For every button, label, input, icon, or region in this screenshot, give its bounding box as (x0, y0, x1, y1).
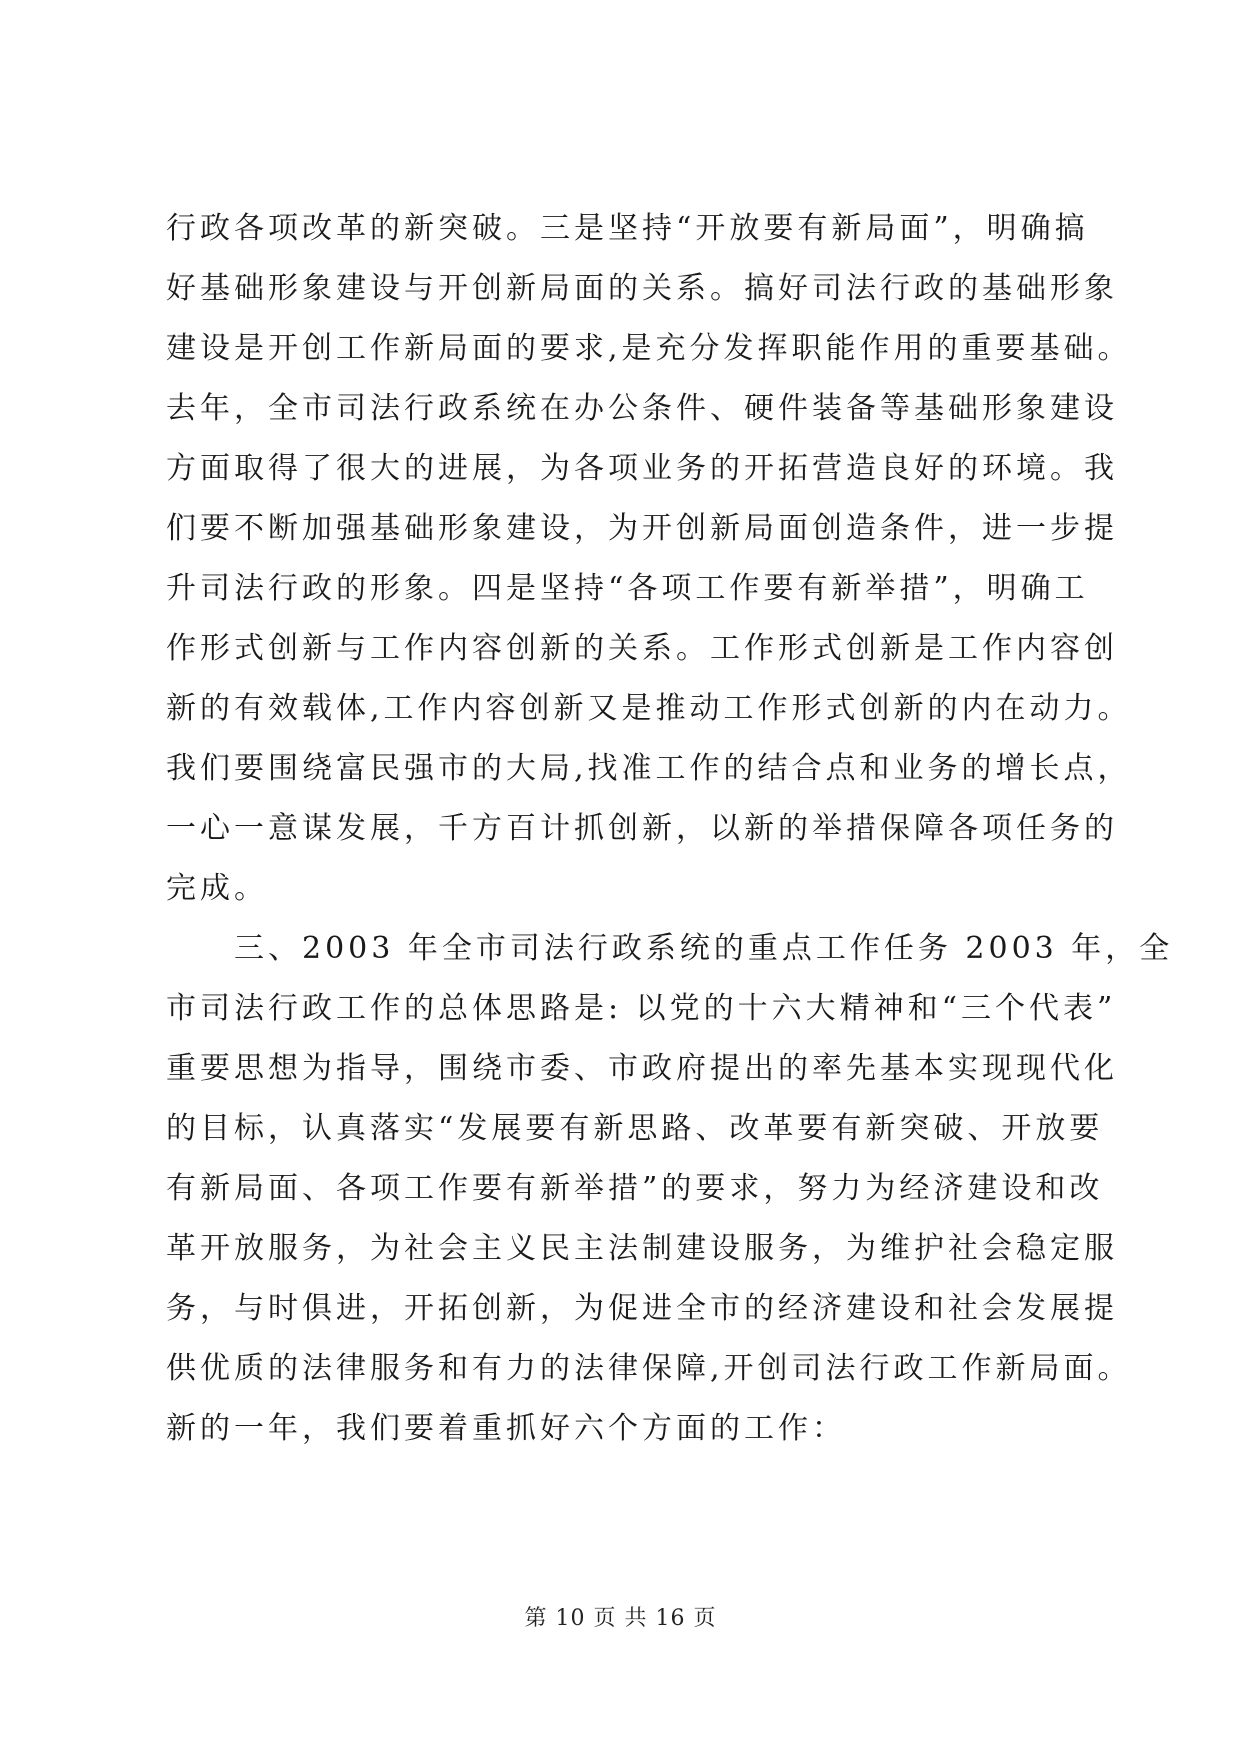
text-line: 重要思想为指导，围绕市委、市政府提出的率先基本实现现代化 (166, 1051, 1118, 1086)
text-line: 革开放服务，为社会主义民主法制建设服务，为维护社会稳定服 (166, 1231, 1118, 1266)
text-line: 务，与时俱进，开拓创新，为促进全市的经济建设和社会发展提 (166, 1291, 1118, 1326)
text-line: 有新局面、各项工作要有新举措”的要求，努力为经济建设和改 (166, 1171, 1104, 1206)
text-line: 作形式创新与工作内容创新的关系。工作形式创新是工作内容创 (166, 631, 1118, 666)
text-line: 建设是开创工作新局面的要求,是充分发挥职能作用的重要基础。 (166, 331, 1132, 366)
page-number: 第 10 页 共 16 页 (524, 1606, 717, 1631)
text-line: 完成。 (166, 871, 268, 906)
text-line: 新的一年，我们要着重抓好六个方面的工作： (166, 1411, 846, 1446)
text-line: 好基础形象建设与开创新局面的关系。搞好司法行政的基础形象 (166, 271, 1118, 306)
text-line: 市司法行政工作的总体思路是: 以党的十六大精神和“三个代表” (166, 991, 1117, 1026)
text-line: 的目标，认真落实“发展要有新思路、改革要有新突破、开放要 (166, 1111, 1104, 1146)
text-line: 供优质的法律服务和有力的法律保障,开创司法行政工作新局面。 (166, 1351, 1132, 1386)
text-line: 三、2003 年全市司法行政系统的重点工作任务 2003 年，全 (166, 931, 1174, 966)
text-line: 一心一意谋发展，千方百计抓创新，以新的举措保障各项任务的 (166, 811, 1118, 846)
text-line: 们要不断加强基础形象建设，为开创新局面创造条件，进一步提 (166, 511, 1118, 546)
text-line: 新的有效载体,工作内容创新又是推动工作形式创新的内在动力。 (166, 691, 1132, 726)
text-line: 方面取得了很大的进展，为各项业务的开拓营造良好的环境。我 (166, 451, 1118, 486)
text-line: 去年，全市司法行政系统在办公条件、硬件装备等基础形象建设 (166, 391, 1118, 426)
text-line: 行政各项改革的新突破。三是坚持“开放要有新局面”，明确搞 (166, 211, 1089, 246)
text-line: 升司法行政的形象。四是坚持“各项工作要有新举措”，明确工 (166, 571, 1089, 606)
text-line: 我们要围绕富民强市的大局,找准工作的结合点和业务的增长点， (166, 751, 1132, 786)
